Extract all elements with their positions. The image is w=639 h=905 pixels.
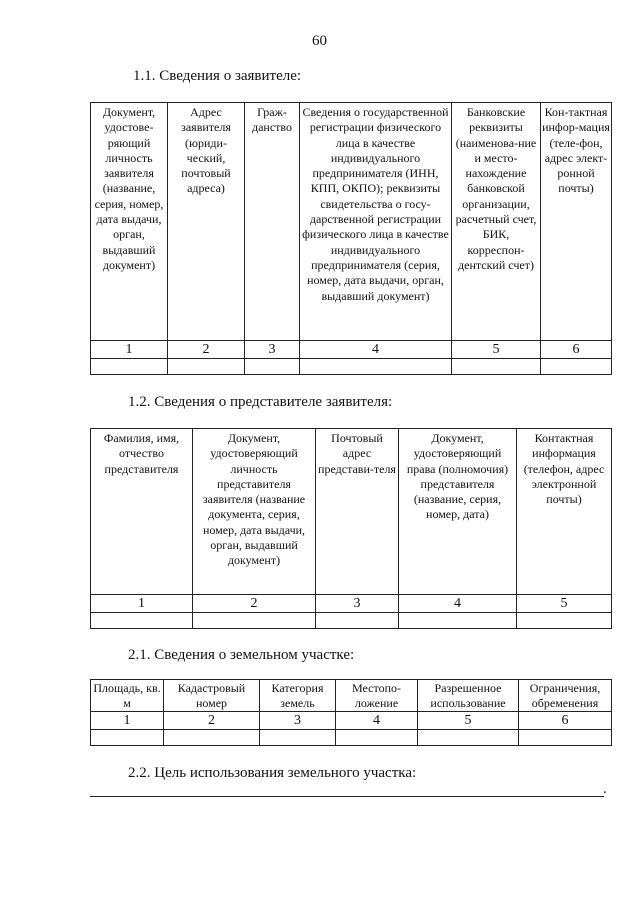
header-cell: Кон-тактная инфор-мация (теле-фон, адрес элект-ронной почты) xyxy=(541,103,612,341)
empty-cell[interactable] xyxy=(91,359,168,375)
empty-cell[interactable] xyxy=(418,730,519,746)
section-2-2-title: 2.2. Цель использования земельного участка: xyxy=(128,765,417,781)
empty-cell[interactable] xyxy=(541,359,612,375)
header-cell: Адрес заявителя (юриди-ческий, почтовый адреса) xyxy=(168,103,245,341)
header-cell: Категория земель xyxy=(260,680,336,712)
empty-cell[interactable] xyxy=(91,613,193,629)
empty-cell[interactable] xyxy=(452,359,541,375)
empty-cell[interactable] xyxy=(517,613,612,629)
header-cell: Ограничения, обременения xyxy=(519,680,612,712)
empty-cell[interactable] xyxy=(300,359,452,375)
header-cell: Документ, удостове-ряющий личность заявителя (название, серия, номер, дата выдачи, орган, выдавший документ) xyxy=(91,103,168,341)
empty-cell[interactable] xyxy=(245,359,300,375)
empty-cell[interactable] xyxy=(519,730,612,746)
column-number: 2 xyxy=(168,341,245,359)
column-number: 5 xyxy=(452,341,541,359)
header-cell: Документ, удостоверяющий права (полномочия) представителя (название, серия, номер, дата) xyxy=(399,429,517,595)
purpose-fill-line[interactable] xyxy=(90,796,604,797)
column-number: 5 xyxy=(418,712,519,730)
empty-cell[interactable] xyxy=(193,613,316,629)
empty-cell[interactable] xyxy=(316,613,399,629)
column-number: 6 xyxy=(519,712,612,730)
empty-cell[interactable] xyxy=(399,613,517,629)
column-number: 4 xyxy=(336,712,418,730)
section-1-1-title: 1.1. Сведения о заявителе: xyxy=(133,68,302,84)
empty-cell[interactable] xyxy=(336,730,418,746)
header-cell: Площадь, кв. м xyxy=(91,680,164,712)
column-number: 2 xyxy=(164,712,260,730)
header-cell: Фамилия, имя, отчество представителя xyxy=(91,429,193,595)
header-cell: Почтовый адрес представи-теля xyxy=(316,429,399,595)
page-number: 60 xyxy=(312,33,327,49)
empty-cell[interactable] xyxy=(260,730,336,746)
header-cell: Граж-данство xyxy=(245,103,300,341)
purpose-line-end: . xyxy=(603,781,607,797)
column-number: 3 xyxy=(245,341,300,359)
section-1-2-title: 1.2. Сведения о представителе заявителя: xyxy=(128,394,393,410)
empty-cell[interactable] xyxy=(91,730,164,746)
representative-table xyxy=(90,428,612,629)
column-number: 4 xyxy=(300,341,452,359)
column-number: 3 xyxy=(260,712,336,730)
column-number: 2 xyxy=(193,595,316,613)
header-cell: Документ, удостоверяющий личность представителя заявителя (название документа, серия, номер, дата выдачи, орган, выдавший документ) xyxy=(193,429,316,595)
header-cell: Разрешенное использование xyxy=(418,680,519,712)
applicant-table xyxy=(90,102,612,375)
empty-cell[interactable] xyxy=(164,730,260,746)
column-number: 4 xyxy=(399,595,517,613)
empty-cell[interactable] xyxy=(168,359,245,375)
header-cell: Кадастровый номер xyxy=(164,680,260,712)
column-number: 1 xyxy=(91,595,193,613)
column-number: 1 xyxy=(91,341,168,359)
header-cell: Местопо-ложение xyxy=(336,680,418,712)
column-number: 1 xyxy=(91,712,164,730)
column-number: 6 xyxy=(541,341,612,359)
column-number: 3 xyxy=(316,595,399,613)
column-number: 5 xyxy=(517,595,612,613)
header-cell: Банковские реквизиты (наименова-ние и место-нахождение банковской организации, расчетный счет, БИК, корреспон-дентский счет) xyxy=(452,103,541,341)
land-plot-table xyxy=(90,679,612,746)
header-cell: Контактная информация (телефон, адрес электронной почты) xyxy=(517,429,612,595)
header-cell: Сведения о государственной регистрации физического лица в качестве индивидуального предпринимателя (ИНН, КПП, ОКПО); реквизиты свидетельства о госу-дарственной регистрации физического лица в качестве индивидуального предпринимателя (серия, номер, дата выдачи, орган, выдавший документ) xyxy=(300,103,452,341)
section-2-1-title: 2.1. Сведения о земельном участке: xyxy=(128,647,355,663)
